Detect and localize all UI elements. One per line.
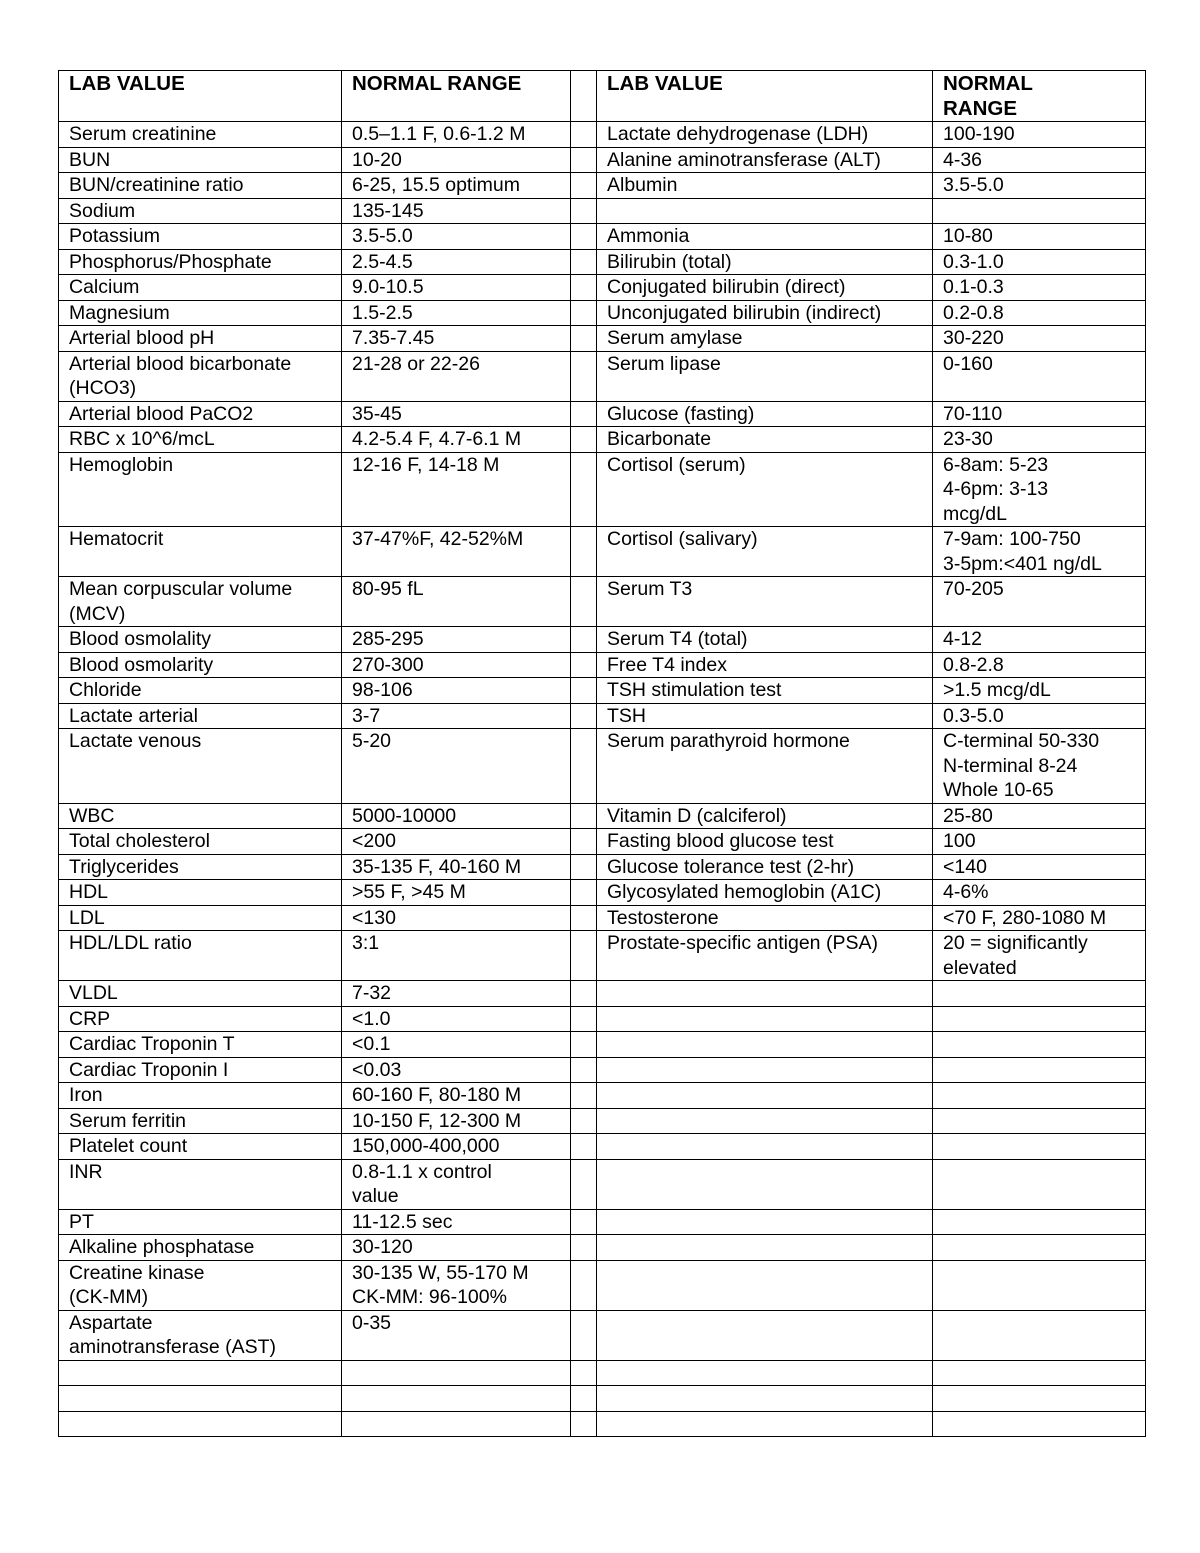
normal-range-left: 98-106 [342, 678, 571, 704]
normal-range-right [933, 981, 1146, 1007]
lab-name-left: Iron [59, 1083, 342, 1109]
column-spacer [571, 1134, 597, 1160]
lab-name-left: Hemoglobin [59, 452, 342, 527]
lab-name-right: Fasting blood glucose test [597, 829, 933, 855]
lab-name-right: Bilirubin (total) [597, 249, 933, 275]
normal-range-right: 4-36 [933, 147, 1146, 173]
table-row [59, 351, 1146, 401]
normal-range-right: 23-30 [933, 427, 1146, 453]
lab-name-left: Serum ferritin [59, 1108, 342, 1134]
column-spacer [571, 1057, 597, 1083]
table-row [59, 803, 1146, 829]
lab-name-right: Vitamin D (calciferol) [597, 803, 933, 829]
normal-range-left: 30-135 W, 55-170 M CK-MM: 96-100% [342, 1260, 571, 1310]
table-row [59, 1360, 1146, 1386]
table-row [59, 300, 1146, 326]
header-lab-value-right: LAB VALUE [597, 71, 933, 122]
table-row [59, 1411, 1146, 1437]
normal-range-right: 0.3-1.0 [933, 249, 1146, 275]
lab-values-table [58, 70, 1146, 1437]
lab-name-left: Aspartate aminotransferase (AST) [59, 1310, 342, 1360]
lab-name-right: Cortisol (salivary) [597, 527, 933, 577]
normal-range-right: 0.8-2.8 [933, 652, 1146, 678]
normal-range-left [342, 1411, 571, 1437]
lab-name-left: Creatine kinase (CK-MM) [59, 1260, 342, 1310]
table-row [59, 275, 1146, 301]
lab-name-left: Arterial blood PaCO2 [59, 401, 342, 427]
table-row [59, 224, 1146, 250]
normal-range-right: 4-12 [933, 627, 1146, 653]
column-spacer [571, 198, 597, 224]
column-spacer [571, 1411, 597, 1437]
normal-range-right: >1.5 mcg/dL [933, 678, 1146, 704]
lab-name-left: Cardiac Troponin T [59, 1032, 342, 1058]
table-row [59, 401, 1146, 427]
normal-range-left: 0.8-1.1 x control value [342, 1159, 571, 1209]
lab-name-right [597, 1386, 933, 1412]
table-row [59, 678, 1146, 704]
table-row [59, 122, 1146, 148]
normal-range-left: 30-120 [342, 1235, 571, 1261]
column-spacer [571, 1108, 597, 1134]
lab-name-right: TSH [597, 703, 933, 729]
lab-name-right: Glucose tolerance test (2-hr) [597, 854, 933, 880]
column-spacer [571, 1386, 597, 1412]
lab-name-left: Magnesium [59, 300, 342, 326]
lab-name-right: Unconjugated bilirubin (indirect) [597, 300, 933, 326]
normal-range-left: 3.5-5.0 [342, 224, 571, 250]
lab-name-left: Calcium [59, 275, 342, 301]
column-spacer [571, 401, 597, 427]
lab-name-left: Lactate arterial [59, 703, 342, 729]
column-spacer [571, 678, 597, 704]
column-spacer [571, 854, 597, 880]
normal-range-left: 37-47%F, 42-52%M [342, 527, 571, 577]
column-spacer [571, 627, 597, 653]
normal-range-left [342, 1386, 571, 1412]
normal-range-left: 5-20 [342, 729, 571, 804]
normal-range-left: 0-35 [342, 1310, 571, 1360]
lab-name-right [597, 1411, 933, 1437]
column-spacer [571, 1360, 597, 1386]
normal-range-left: 2.5-4.5 [342, 249, 571, 275]
normal-range-right [933, 1260, 1146, 1310]
column-spacer [571, 703, 597, 729]
lab-name-right [597, 198, 933, 224]
column-spacer [571, 224, 597, 250]
column-spacer [571, 1235, 597, 1261]
header-lab-value-left: LAB VALUE [59, 71, 342, 122]
normal-range-left: 10-150 F, 12-300 M [342, 1108, 571, 1134]
table-row [59, 880, 1146, 906]
normal-range-left: <200 [342, 829, 571, 855]
normal-range-right: C-terminal 50-330 N-terminal 8-24 Whole 10-65 [933, 729, 1146, 804]
normal-range-right: 100 [933, 829, 1146, 855]
lab-name-right [597, 1235, 933, 1261]
lab-name-left: Lactate venous [59, 729, 342, 804]
normal-range-right [933, 1209, 1146, 1235]
normal-range-right: 70-205 [933, 577, 1146, 627]
normal-range-left: 135-145 [342, 198, 571, 224]
lab-name-left: HDL [59, 880, 342, 906]
table-row [59, 452, 1146, 527]
lab-name-left: WBC [59, 803, 342, 829]
lab-name-left: Chloride [59, 678, 342, 704]
lab-name-left: Blood osmolality [59, 627, 342, 653]
column-spacer [571, 122, 597, 148]
lab-name-left: Sodium [59, 198, 342, 224]
normal-range-right [933, 1134, 1146, 1160]
lab-name-right: Serum lipase [597, 351, 933, 401]
lab-name-left: INR [59, 1159, 342, 1209]
table-row [59, 1134, 1146, 1160]
lab-name-right [597, 1083, 933, 1109]
lab-name-left: Serum creatinine [59, 122, 342, 148]
lab-name-left: Triglycerides [59, 854, 342, 880]
column-spacer [571, 803, 597, 829]
column-spacer [571, 452, 597, 527]
header-normal-range-right: NORMAL RANGE [933, 71, 1146, 122]
lab-name-right [597, 1032, 933, 1058]
normal-range-left: 7-32 [342, 981, 571, 1007]
normal-range-right: 0-160 [933, 351, 1146, 401]
lab-values-body [59, 71, 1146, 1437]
column-spacer [571, 1032, 597, 1058]
normal-range-right: 4-6% [933, 880, 1146, 906]
column-spacer [571, 351, 597, 401]
lab-name-left: Total cholesterol [59, 829, 342, 855]
column-spacer [571, 300, 597, 326]
normal-range-left: 3:1 [342, 931, 571, 981]
table-row [59, 1209, 1146, 1235]
lab-name-right: Glucose (fasting) [597, 401, 933, 427]
lab-name-right [597, 1057, 933, 1083]
column-spacer [571, 931, 597, 981]
normal-range-left: 6-25, 15.5 optimum [342, 173, 571, 199]
normal-range-left: 4.2-5.4 F, 4.7-6.1 M [342, 427, 571, 453]
table-row [59, 249, 1146, 275]
normal-range-right: <140 [933, 854, 1146, 880]
table-row [59, 829, 1146, 855]
lab-name-right: Serum parathyroid hormone [597, 729, 933, 804]
lab-name-left: Cardiac Troponin I [59, 1057, 342, 1083]
table-row [59, 703, 1146, 729]
table-row [59, 1235, 1146, 1261]
lab-name-left: Hematocrit [59, 527, 342, 577]
normal-range-right: 7-9am: 100-750 3-5pm:<401 ng/dL [933, 527, 1146, 577]
normal-range-left: <0.03 [342, 1057, 571, 1083]
lab-name-right: Ammonia [597, 224, 933, 250]
normal-range-left: 9.0-10.5 [342, 275, 571, 301]
lab-name-left: RBC x 10^6/mcL [59, 427, 342, 453]
table-row [59, 931, 1146, 981]
normal-range-right [933, 1360, 1146, 1386]
normal-range-left: <130 [342, 905, 571, 931]
column-spacer [571, 981, 597, 1007]
normal-range-right [933, 1108, 1146, 1134]
normal-range-left: <1.0 [342, 1006, 571, 1032]
lab-name-right: Glycosylated hemoglobin (A1C) [597, 880, 933, 906]
column-spacer [571, 173, 597, 199]
normal-range-left: 150,000-400,000 [342, 1134, 571, 1160]
lab-name-right: Bicarbonate [597, 427, 933, 453]
normal-range-right [933, 1159, 1146, 1209]
column-spacer [571, 577, 597, 627]
normal-range-left [342, 1360, 571, 1386]
column-spacer [571, 652, 597, 678]
lab-name-left: Potassium [59, 224, 342, 250]
normal-range-left: 35-45 [342, 401, 571, 427]
lab-name-left: LDL [59, 905, 342, 931]
normal-range-right: 0.1-0.3 [933, 275, 1146, 301]
normal-range-right [933, 1032, 1146, 1058]
column-spacer [571, 905, 597, 931]
column-spacer [571, 71, 597, 122]
normal-range-left: 285-295 [342, 627, 571, 653]
table-row [59, 577, 1146, 627]
lab-name-left: Platelet count [59, 1134, 342, 1160]
column-spacer [571, 1209, 597, 1235]
lab-name-left: Arterial blood pH [59, 326, 342, 352]
normal-range-right [933, 1386, 1146, 1412]
lab-name-right: Testosterone [597, 905, 933, 931]
normal-range-right [933, 1310, 1146, 1360]
lab-name-left [59, 1360, 342, 1386]
lab-name-left: Arterial blood bicarbonate (HCO3) [59, 351, 342, 401]
lab-name-left: CRP [59, 1006, 342, 1032]
normal-range-right: 6-8am: 5-23 4-6pm: 3-13 mcg/dL [933, 452, 1146, 527]
lab-name-right [597, 1209, 933, 1235]
lab-name-right [597, 1260, 933, 1310]
normal-range-right: 70-110 [933, 401, 1146, 427]
header-row [59, 71, 1146, 122]
column-spacer [571, 1260, 597, 1310]
lab-name-left [59, 1411, 342, 1437]
lab-name-right [597, 1360, 933, 1386]
table-row [59, 427, 1146, 453]
lab-name-right: Conjugated bilirubin (direct) [597, 275, 933, 301]
normal-range-right [933, 1006, 1146, 1032]
normal-range-right: 100-190 [933, 122, 1146, 148]
lab-name-right: Prostate-specific antigen (PSA) [597, 931, 933, 981]
column-spacer [571, 147, 597, 173]
lab-name-right [597, 1310, 933, 1360]
lab-name-right: Serum amylase [597, 326, 933, 352]
table-row [59, 729, 1146, 804]
lab-name-right [597, 1108, 933, 1134]
lab-name-right [597, 1006, 933, 1032]
normal-range-right [933, 198, 1146, 224]
normal-range-left: 7.35-7.45 [342, 326, 571, 352]
lab-name-right: Lactate dehydrogenase (LDH) [597, 122, 933, 148]
table-row [59, 1032, 1146, 1058]
table-row [59, 1108, 1146, 1134]
normal-range-left: 0.5–1.1 F, 0.6-1.2 M [342, 122, 571, 148]
column-spacer [571, 275, 597, 301]
normal-range-left: 80-95 fL [342, 577, 571, 627]
normal-range-right: 0.2-0.8 [933, 300, 1146, 326]
normal-range-right: 3.5-5.0 [933, 173, 1146, 199]
lab-name-right: Free T4 index [597, 652, 933, 678]
table-row [59, 1310, 1146, 1360]
lab-name-left: Phosphorus/Phosphate [59, 249, 342, 275]
normal-range-left: 21-28 or 22-26 [342, 351, 571, 401]
table-row [59, 527, 1146, 577]
lab-name-left: VLDL [59, 981, 342, 1007]
table-row [59, 981, 1146, 1007]
lab-name-left [59, 1386, 342, 1412]
table-row [59, 198, 1146, 224]
table-row [59, 1159, 1146, 1209]
column-spacer [571, 249, 597, 275]
table-row [59, 147, 1146, 173]
normal-range-right: 10-80 [933, 224, 1146, 250]
normal-range-left: 12-16 F, 14-18 M [342, 452, 571, 527]
table-row [59, 627, 1146, 653]
column-spacer [571, 1310, 597, 1360]
normal-range-left: 5000-10000 [342, 803, 571, 829]
normal-range-right [933, 1411, 1146, 1437]
table-row [59, 1057, 1146, 1083]
normal-range-right [933, 1083, 1146, 1109]
normal-range-right: 20 = significantly elevated [933, 931, 1146, 981]
lab-name-right [597, 1134, 933, 1160]
column-spacer [571, 729, 597, 804]
lab-name-left: PT [59, 1209, 342, 1235]
lab-name-right: TSH stimulation test [597, 678, 933, 704]
normal-range-left: <0.1 [342, 1032, 571, 1058]
column-spacer [571, 427, 597, 453]
normal-range-right [933, 1235, 1146, 1261]
column-spacer [571, 829, 597, 855]
normal-range-left: 1.5-2.5 [342, 300, 571, 326]
lab-name-right [597, 1159, 933, 1209]
table-row [59, 1006, 1146, 1032]
table-row [59, 173, 1146, 199]
normal-range-right [933, 1057, 1146, 1083]
table-row [59, 905, 1146, 931]
normal-range-left: 270-300 [342, 652, 571, 678]
lab-name-right: Serum T4 (total) [597, 627, 933, 653]
lab-name-right [597, 981, 933, 1007]
column-spacer [571, 1159, 597, 1209]
table-row [59, 326, 1146, 352]
lab-name-left: Blood osmolarity [59, 652, 342, 678]
normal-range-left: 35-135 F, 40-160 M [342, 854, 571, 880]
lab-name-right: Serum T3 [597, 577, 933, 627]
lab-name-left: HDL/LDL ratio [59, 931, 342, 981]
column-spacer [571, 880, 597, 906]
lab-name-left: Mean corpuscular volume (MCV) [59, 577, 342, 627]
normal-range-left: 3-7 [342, 703, 571, 729]
normal-range-right: 30-220 [933, 326, 1146, 352]
lab-name-right: Albumin [597, 173, 933, 199]
lab-name-right: Alanine aminotransferase (ALT) [597, 147, 933, 173]
normal-range-left: 10-20 [342, 147, 571, 173]
normal-range-right: 25-80 [933, 803, 1146, 829]
header-normal-range-left: NORMAL RANGE [342, 71, 571, 122]
table-row [59, 652, 1146, 678]
lab-name-left: BUN [59, 147, 342, 173]
normal-range-left: >55 F, >45 M [342, 880, 571, 906]
table-row [59, 854, 1146, 880]
lab-name-right: Cortisol (serum) [597, 452, 933, 527]
column-spacer [571, 1006, 597, 1032]
column-spacer [571, 1083, 597, 1109]
column-spacer [571, 326, 597, 352]
table-row [59, 1260, 1146, 1310]
lab-name-left: BUN/creatinine ratio [59, 173, 342, 199]
column-spacer [571, 527, 597, 577]
normal-range-right: <70 F, 280-1080 M [933, 905, 1146, 931]
table-row [59, 1083, 1146, 1109]
normal-range-left: 60-160 F, 80-180 M [342, 1083, 571, 1109]
normal-range-left: 11-12.5 sec [342, 1209, 571, 1235]
table-row [59, 1386, 1146, 1412]
lab-name-left: Alkaline phosphatase [59, 1235, 342, 1261]
normal-range-right: 0.3-5.0 [933, 703, 1146, 729]
